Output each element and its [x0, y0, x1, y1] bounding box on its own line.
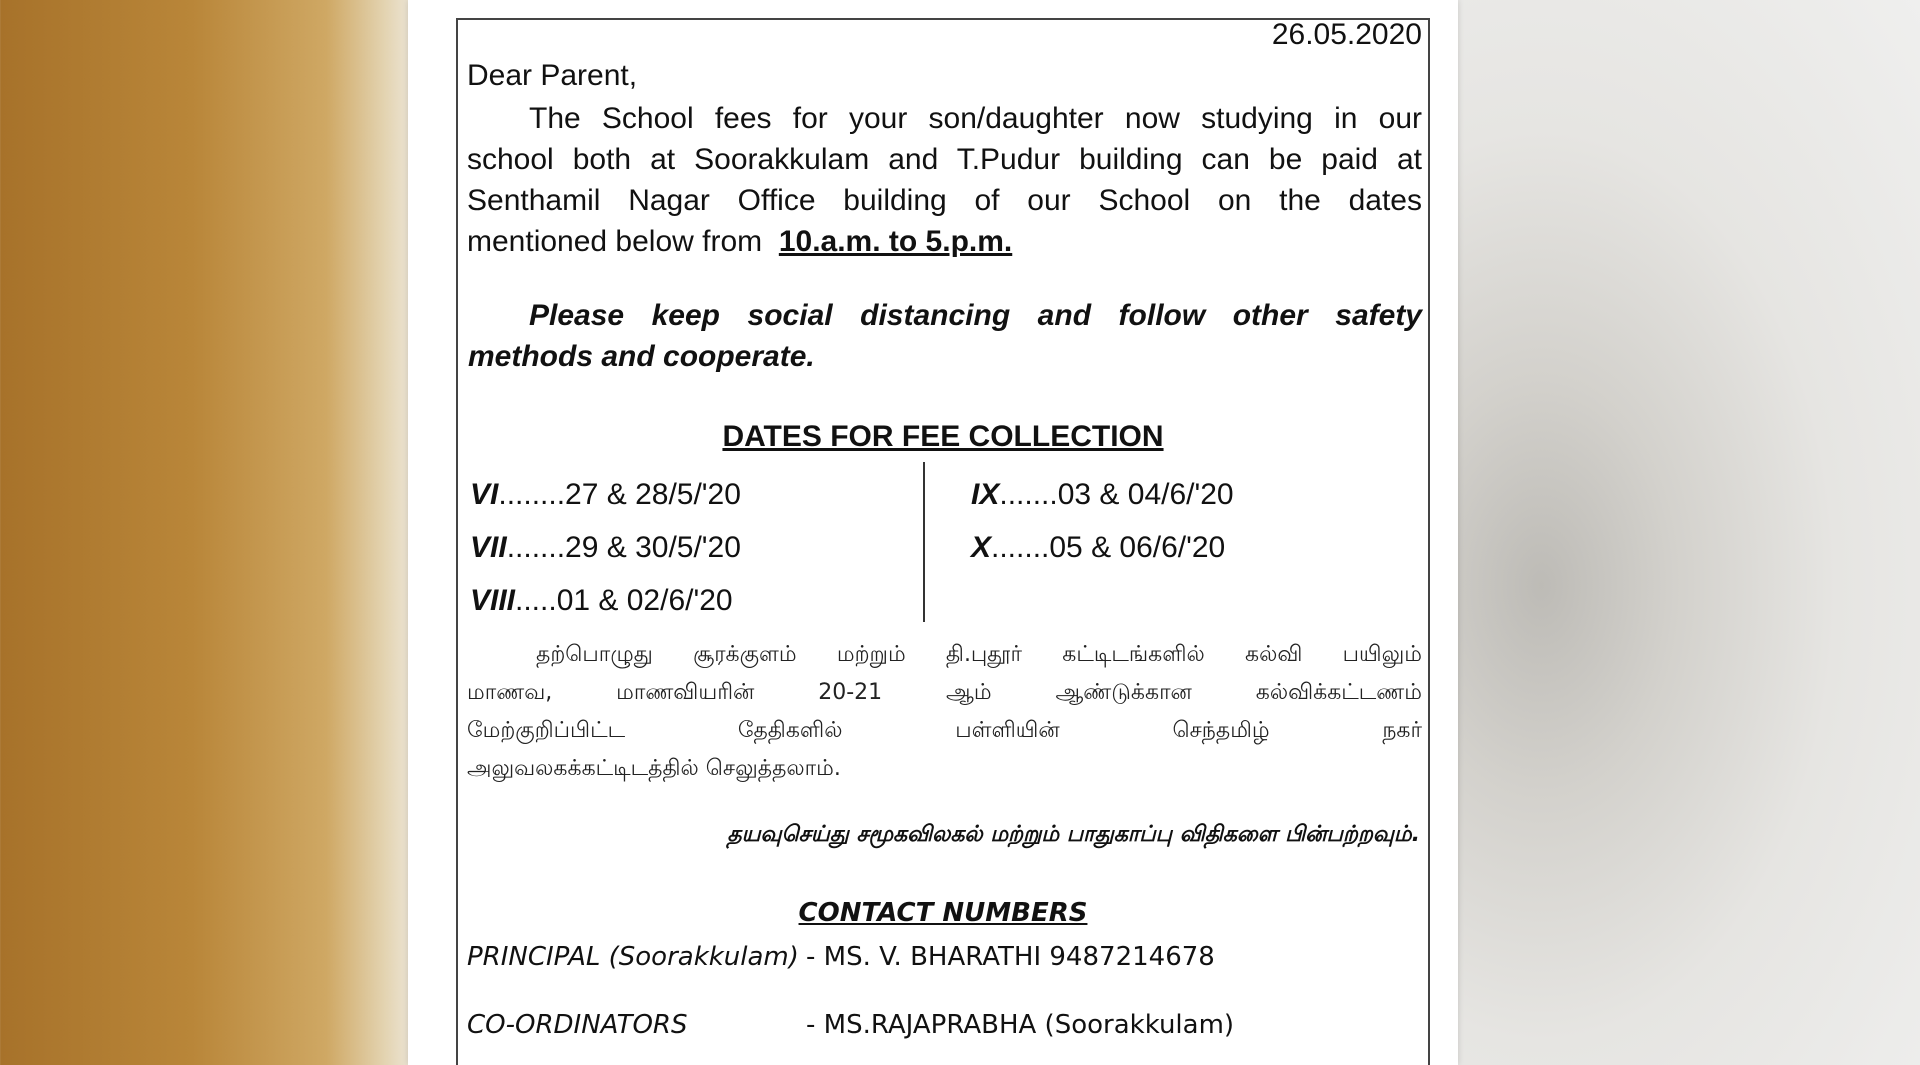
date-row-vi	[470, 478, 741, 512]
tamil-line-1: தற்பொழுது சூரக்குளம் மற்றும் தி.புதூர் கட்டிடங்களில் கல்வி பயிலும்	[536, 642, 1422, 667]
date-row-viii	[470, 584, 733, 618]
class-dates: .......29 & 30/5/'20	[506, 531, 741, 564]
dates-divider	[923, 462, 925, 622]
notice-date: 26.05.2020	[1271, 18, 1422, 51]
dates-heading: DATES FOR FEE COLLECTION	[722, 420, 1164, 453]
safety-line-2: methods and cooperate.	[468, 340, 815, 373]
class-dates: ........27 & 28/5/'20	[498, 478, 741, 511]
right-background	[1458, 0, 1920, 1065]
date-row-vii	[470, 531, 741, 565]
salutation: Dear Parent,	[467, 59, 638, 92]
tamil-line-2: மாணவ, மாணவியரின் 20-21 ஆம் ஆண்டுக்கான கல்விக்கட்டணம்	[467, 680, 1422, 705]
para1-line-1: The School fees for your son/daughter now studying in our	[529, 102, 1422, 135]
para1-line-3: Senthamil Nagar Office building of our School on the dates	[467, 184, 1422, 217]
class-dates: .......03 & 04/6/'20	[999, 478, 1234, 511]
tamil-safety-line: தயவுசெய்து சமூகவிலகல் மற்றும் பாதுகாப்பு விதிகளை பின்பற்றவும்.	[727, 822, 1420, 847]
tamil-line-4: அலுவலகக்கட்டிடத்தில் செலுத்தலாம்.	[467, 756, 841, 781]
tamil-line-3: மேற்குறிப்பிட்ட தேதிகளில் பள்ளியின் செந்தமிழ் நகர்	[467, 718, 1422, 743]
para1-line-2: school both at Soorakkulam and T.Pudur building can be paid at	[467, 143, 1422, 176]
class-dates: .......05 & 06/6/'20	[991, 531, 1226, 564]
para1-line-4	[467, 224, 1012, 260]
class-label: IX	[971, 478, 1000, 511]
coordinators-value: - MS.RAJAPRABHA (Soorakkulam)	[806, 1010, 1235, 1040]
contact-heading: CONTACT NUMBERS	[798, 898, 1088, 928]
date-row-x	[971, 531, 1225, 565]
class-label: X	[971, 531, 992, 564]
class-label: VII	[470, 531, 507, 564]
date-row-ix	[971, 478, 1234, 512]
coordinators-label: CO-ORDINATORS	[467, 1010, 688, 1040]
timing-text: 10.a.m. to 5.p.m.	[778, 225, 1013, 258]
para1-last-text: mentioned below from	[467, 225, 763, 258]
class-label: VIII	[470, 584, 516, 617]
safety-line-1: Please keep social distancing and follow other safety	[529, 299, 1422, 332]
class-dates: .....01 & 02/6/'20	[515, 584, 733, 617]
principal-value: - MS. V. BHARATHI 9487214678	[806, 942, 1215, 972]
class-label: VI	[470, 478, 499, 511]
principal-label: PRINCIPAL (Soorakkulam)	[467, 942, 799, 972]
